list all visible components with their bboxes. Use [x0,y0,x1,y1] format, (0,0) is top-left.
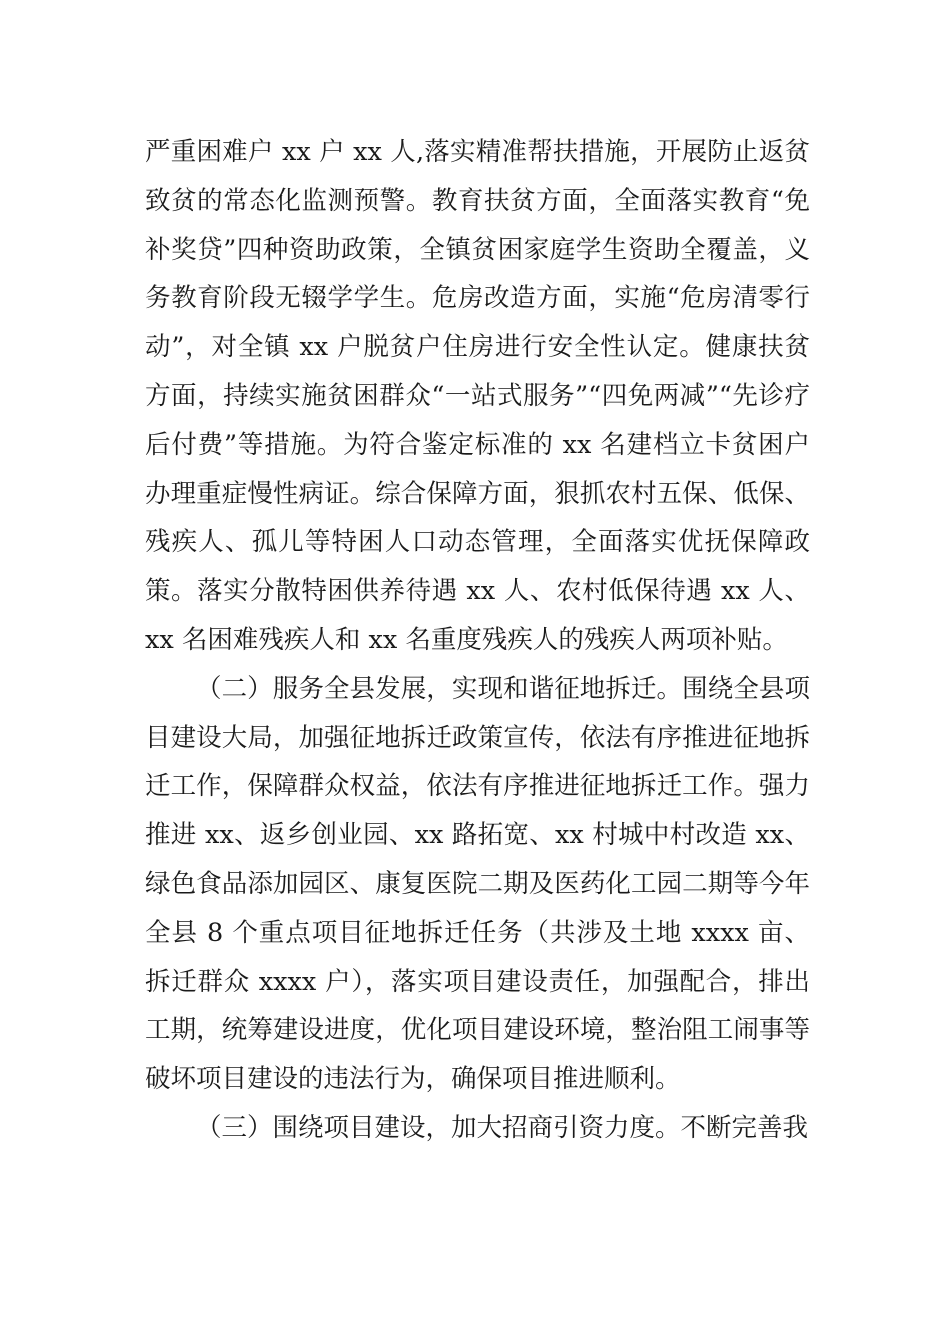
paragraph-poverty-measures: 严重困难户 xx 户 xx 人,落实精准帮扶措施，开展防止返贫致贫的常态化监测预警。教育扶贫方面，全面落实教育“免补奖贷”四种资助政策，全镇贫困家庭学生资助全覆盖，义务教育阶段无辍学学生。危房改造方面，实施“危房清零行动”，对全镇 xx 户脱贫户住房进行安全性认定。健康扶贫方面，持续实施贫困群众“一站式服务”“四免两减”“先诊疗后付费”等措施。为符合鉴定标准的 xx 名建档立卡贫困户办理重症慢性病证。综合保障方面，狠抓农村五保、低保、残疾人、孤儿等特困人口动态管理，全面落实优抚保障政策。落实分散特困供养待遇 xx 人、农村低保待遇 xx 人、xx 名困难残疾人和 xx 名重度残疾人的残疾人两项补贴。 [145,137,810,655]
paragraph-investment: （三）围绕项目建设，加大招商引资力度。不断完善我 [196,1112,809,1143]
paragraph-land-acquisition: （二）服务全县发展，实现和谐征地拆迁。围绕全县项目建设大局，加强征地拆迁政策宣传，依法有序推进征地拆迁工作，保障群众权益，依法有序推进征地拆迁工作。强力推进 xx、返乡创业园、xx 路拓宽、xx 村城中村改造 xx、绿色食品添加园区、康复医院二期及医药化工园二期等今年全县 8 个重点项目征地拆迁任务（共涉及土地 xxxx 亩、拆迁群众 xxxx 户），落实项目建设责任，加强配合，排出工期，统筹建设进度，优化项目建设环境，整治阻工闹事等破坏项目建设的违法行为，确保项目推进顺利。 [145,673,810,1095]
document-body [145,128,810,1153]
